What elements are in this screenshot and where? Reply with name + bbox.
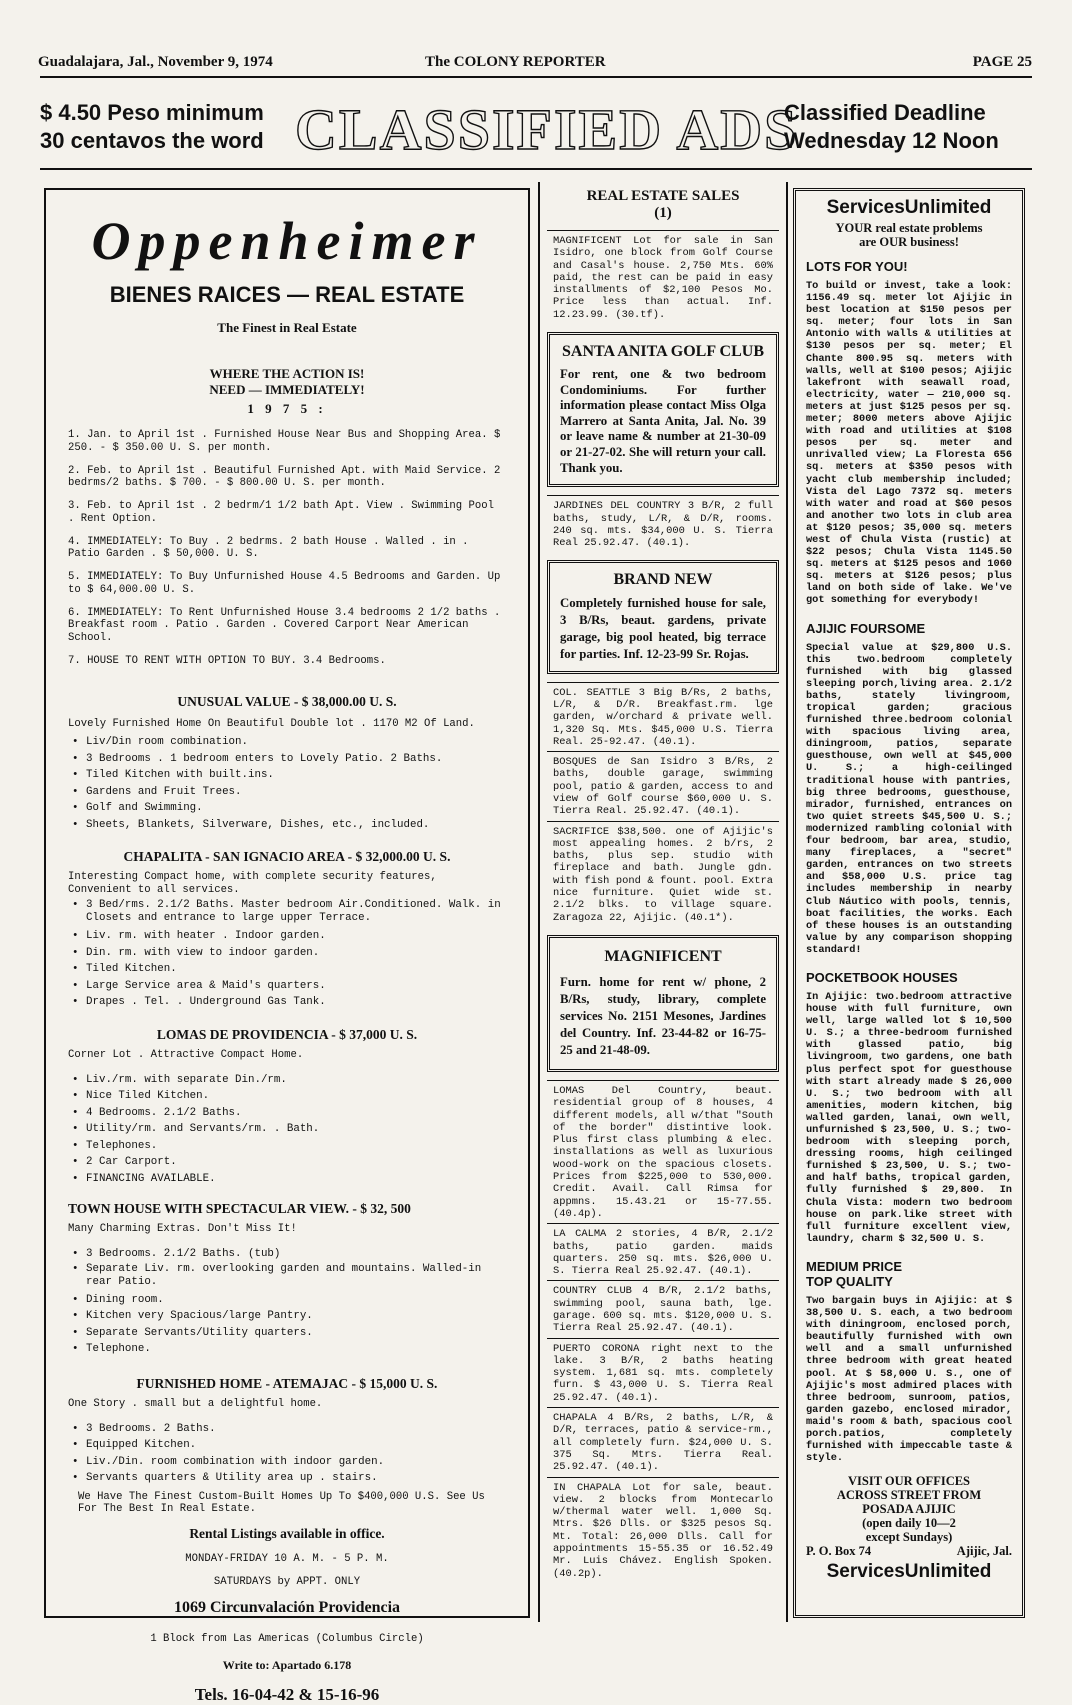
ad-santa-anita [547,332,779,487]
column-rule-left [538,182,540,1622]
lomas-title: LOMAS DE PROVIDENCIA - $ 37,000 U. S. [156,1026,418,1042]
ad-brand-new [547,560,779,673]
lomas-list [68,1072,506,1188]
list-item: • Din. rm. with view to indoor garden. [68,945,506,962]
list-item: • Separate Servants/Utility quarters. [68,1325,506,1342]
custom-homes-text: We Have The Finest Custom-Built Homes Up To $400,000 U.S. See Us For The Best In Real Estate. [78,1490,485,1516]
list-item: • Sheets, Blankets, Silverware, Dishes, etc., included. [68,817,506,834]
foursome-text: Special value at $29,800 U.S. this two.bedroom completely furnished with big glassed sleeping porch,living area. 2.1/2 baths, stately livingroom, tropical garden; gracious furnished three.bedroom colonial with spacious living area, diningroom, patios, separate guesthouse, own well at $45,000 U. S.; a high-ceilinged traditional house with pantries, big three bedrooms, guesthouse, mirador, furnished, entrances on two quiet streets $45,500 U. S.; modernized rambling colonial with four bedroom, bar area, studio, many fireplaces, a "secret" garden, entrances on two streets and $58,000 U.S. price tag includes membership in nearby Club Náutico with pools, tennis, boat facilities, the works. Each of these houses is an outstanding value by any comparison shopping standard! [806,641,1012,956]
ad-text: JARDINES DEL COUNTRY 3 B/R, 2 full baths, study, L/R, & D/R, rooms. 240 sq. mts. $34,000 U. S. Tierra Real 25.92.47. (40.1). [553,500,773,550]
location-date: Guadalajara, Jal., November 9, 1974 [38,54,273,70]
pocketbook-text: In Ajijic: two.bedroom attractive house with full furniture, own well, large walled lot $ 10,500 U. S.; a three-bedroom furnished with glassed patio, big livingroom, two gardens, one bath plus perfect spot for guesthouse with start already made $ 26,000 U. S.; two bedroom with all amenities, modern kitchen, big walled garden, lanai, own well, unfurnished $ 23,500, U. S.; two-bedroom with sleeping porch, dressing rooms, high ceilinged furnished $ 23,500, U. S.; two-and half baths, tropical garden, fully furnished $ 29,800. In Chula Vista: modern two bedroom house on park.like street with full furniture excellent view, laundry, charm $ 32,500 U. S. [806,990,1012,1245]
deadline-label: Classified Deadline [784,100,986,125]
medium-price-title: MEDIUM PRICE [806,1258,903,1274]
magnificent-title: MAGNIFICENT [604,947,722,965]
office-address: 1069 Circunvalación Providencia [173,1599,401,1617]
ad-sacrifice [547,821,779,927]
list-item: • Dining room. [68,1292,506,1309]
lots-text: To build or invest, take a look: 1156.49 sq. meter lot Ajijic in best location at $150 pesos per sq. meter; four lots in San Antonio with walls & utilities at $130 pesos per sq. meter; El Chante 800.95 sq. meters with walls, well at $100 pesos; Ajijic lakefront with seawall road, electricity, water — 210,000 sq. meters at just $125 pesos per sq. meter; 8000 meters above Ajijic with road and utilities at $108 pesos per sq. meter and unrivalled view; La Floresta 656 sq. meters at $350 pesos with yacht club membership included; Vista del Lago 7372 sq. meters with water and road at $60 pesos and another two lots in club area at $120 pesos; 35,000 sq. meters west of Chula Vista (rustic) at $22 pesos; Chula Vista 1145.50 sq. meters at $125 pesos and 1060 sq. meters at $126 pesos; plus land on both side of lake. We've got something for everybody! [806,280,1012,607]
visit-line-4: (open daily 10—2 [862,1516,956,1531]
unusual-value-intro: Lovely Furnished Home On Beautiful Double lot . 1170 M2 Of Land. [68,717,475,730]
list-item: 2. Feb. to April 1st . Beautiful Furnished Apt. with Maid Service. 2 bedrms/2 baths. $ 700. - $ 800.00 U. S. per month. [68,464,501,490]
ad-text: LA CALMA 2 stories, 4 B/R, 2.1/2 baths, patio garden. maids quarters. 250 sq. mts. $26,000 U. S. Tierra Real 25.92.47. (40.1). [553,1228,773,1278]
price-info [40,99,264,155]
unusual-value-list [68,734,506,833]
list-item: • Kitchen very Spacious/large Pantry. [68,1308,506,1325]
list-item: • FINANCING AVAILABLE. [68,1171,506,1188]
deadline-time: Wednesday 12 Noon [784,128,999,153]
furnished-intro: One Story . small but a delightful home. [68,1397,323,1410]
page-number: PAGE 25 [972,54,1032,70]
chapalita-title: CHAPALITA - SAN IGNACIO AREA - $ 32,000.00 U. S. [123,849,451,865]
list-item: • Equipped Kitchen. [68,1437,506,1454]
chapalita-list [68,899,506,1011]
ad-lomas-del-country [547,1080,779,1223]
list-item: 6. IMMEDIATELY: To Rent Unfurnished House 3.4 bedrooms 2 1/2 baths . Breakfast room . Patio . Garden . Covered Carport Near American School. [68,606,501,644]
price-minimum: $ 4.50 Peso minimum [40,100,264,125]
ad-text: COL. SEATTLE 3 Big B/Rs, 2 baths, L/R, & D/R. Breakfast.rm. lge garden, w/orchard & private well. 1,320 Sq. Mts. $45,000 U.S. Tierra Real. 25-92.47. (40.1). [553,686,773,748]
ad-text: SACRIFICE $38,500. one of Ajijic's most appealing homes. 2 b/rs, 2 baths, plus sep. studio with fireplace and bath. Jungle gdn. with fish pond & fount. pool. Extra nice furniture. Quiet wide st. 2.1/2 blks. to village square. Zaragoza 22, Ajijic. (40.1*). [553,825,773,924]
townhouse-list [68,1246,506,1358]
magnificent-text: Furn. home for rent w/ phone, 2 B/Rs, study, library, complete services No. 2151 Mesones, Jardines del Country. Inf. 23-44-82 or 16-75-25 and 21-48-09. [560,974,766,1057]
list-item: • 3 Bedrooms. 2.1/2 Baths. (tub) [68,1246,506,1263]
mailing-address: Write to: Apartado 6.178 [222,1657,352,1672]
list-item: • Nice Tiled Kitchen. [68,1088,506,1105]
page-title: CLASSIFIED ADS [295,97,799,162]
needs-list [68,429,506,668]
town: Ajijic, Jal. [956,1544,1012,1559]
price-per-word: 30 centavos the word [40,128,264,153]
foursome-title: AJIJIC FOURSOME [806,620,926,636]
ad-text: BOSQUES de San Isidro 3 B/Rs, 2 baths, double garage, swimming pool, patio & garden, access to and view of Golf course $60,000 U. S. Tierra Real. 25.92.47. (40.1). [553,756,773,818]
ad-text: CHAPALA 4 B/Rs, 2 baths, L/R, & D/R, terraces, patio & service-rm., all completely furn. $24,000 U. S. 375 Sq. Mtrs. Tierra Real. 25.92.47. (40.1). [553,1412,773,1474]
list-item: • Separate Liv. rm. overlooking garden and mountains. Walled-in rear Patio. [68,1263,506,1289]
list-item: • 2 Car Carport. [68,1154,506,1171]
list-item: 4. IMMEDIATELY: To Buy . 2 bedrms. 2 bath House . Walled . in . Patio Garden . $ 50,000. U. S. [68,535,469,561]
ad-text: PUERTO CORONA right next to the lake. 3 B/R, 2 baths heating system. 1,681 sq. mts. completely furn. $ 43,000 U. S. Tierra Real 25.92.47. (40.1). [553,1342,773,1404]
column-heading: REAL ESTATE SALES [586,188,740,204]
list-item: • Tiled Kitchen. [68,961,506,978]
services-unlimited-ad [793,188,1025,1618]
list-item: • Liv./Din. room combination with indoor garden. [68,1454,506,1471]
list-item: • Liv/Din room combination. [68,734,506,751]
visit-line-1: VISIT OUR OFFICES [847,1474,971,1489]
ad-chapala [547,1407,779,1476]
furnished-list [68,1421,506,1487]
list-item: 1. Jan. to April 1st . Furnished House Near Bus and Shopping Area. $ 250. - $ 350.00 U. S. per month. [68,429,501,454]
list-item: • 4 Bedrooms. 2.1/2 Baths. [68,1105,506,1122]
telephone-numbers: Tels. 16-04-42 & 15-16-96 [194,1684,380,1704]
slogan-line-1: YOUR real estate problems [835,221,983,235]
oppenheimer-logo: Oppenheimer [91,211,483,271]
oppenheimer-subtitle: BIENES RAICES — REAL ESTATE [109,282,465,307]
list-item: • Servants quarters & Utility area up . stairs. [68,1470,506,1487]
contact-line [806,1544,1012,1559]
list-item: 7. HOUSE TO RENT WITH OPTION TO BUY. 3.4 Bedrooms. [68,655,386,668]
list-item: • Telephone. [68,1341,506,1358]
column-rule-right [786,182,788,1622]
pocketbook-title: POCKETBOOK HOUSES [806,969,958,985]
unusual-value-title: UNUSUAL VALUE - $ 38,000.00 U. S. [177,693,397,709]
list-item: • 3 Bed/rms. 2.1/2 Baths. Master bedroom Air.Conditioned. Walk. in Closets and entrance to large upper Terrace. [68,899,506,925]
ad-in-chapala [547,1477,779,1583]
ad-puerto-corona [547,1338,779,1407]
header-rule [40,76,1032,78]
oppenheimer-ad [44,188,530,1704]
office-hours-saturday: SATURDAYS by APPT. ONLY [213,1576,361,1589]
column-heading-number: (1) [654,205,672,221]
real-estate-sales-column [547,188,779,1583]
office-directions: 1 Block from Las Americas (Columbus Circle) [150,1633,424,1646]
ad-la-calma [547,1223,779,1280]
ad-magnificent [547,935,779,1072]
list-item: • Gardens and Fruit Trees. [68,784,506,801]
medium-price-text: Two bargain buys in Ajijic: at $ 38,500 U. S. each, a two bedroom with diningroom, enclosed porch, beautifully furnished with own well and a small unfurnished three bedroom with great heated pool. At $ 58,000 U. S., one of Ajijic's most admired places with three bedroom, sunroom, patios, garden gazebo, enclosed mirador, maid's room & bath, spacious cool porch.patios, completely furnished with impeccable taste & style. [806,1294,1012,1465]
ad-text: IN CHAPALA Lot for sale, beaut. view. 2 blocks from Montecarlo w/thermal water well. 1,000 Sq. Mtrs. $26 Dlls. or $325 pesos Sq. Mt. Total: 26,000 Dlls. Call for appointments 15-55.35 or 16.52.49 Mr. Luis Chávez. English Spoken. (40.2p). [553,1481,773,1580]
list-item: • Utility/rm. and Servants/rm. . Bath. [68,1121,506,1138]
lots-title: LOTS FOR YOU! [806,259,908,274]
brand-new-title: BRAND NEW [613,571,713,589]
rental-listings: Rental Listings available in office. [189,1526,385,1542]
ad-magnificent-lot [547,230,779,324]
oppenheimer-tagline: The Finest in Real Estate [217,320,357,335]
services-unlimited-footer: ServicesUnlimited [826,1561,992,1583]
need-heading: NEED — IMMEDIATELY! [209,382,365,397]
list-item: • Golf and Swimming. [68,800,506,817]
top-quality-title: TOP QUALITY [806,1273,893,1289]
ad-country-club [547,1280,779,1337]
list-item: • 3 Bedrooms. 2 Baths. [68,1421,506,1438]
list-item: 5. IMMEDIATELY: To Buy Unfurnished House 4.5 Bedrooms and Garden. Up to $ 64,000.00 U. S. [68,571,501,596]
furnished-title: FURNISHED HOME - ATEMAJAC - $ 15,000 U. S. [136,1375,438,1391]
list-item: 3. Feb. to April 1st . 2 bedrm/1 1/2 bath Apt. View . Swimming Pool . Rent Option. [68,500,494,525]
ad-text: COUNTRY CLUB 4 B/R, 2.1/2 baths, swimming pool, sauna bath, lge. garage. 600 sq. mts. $120,000 U. S. Tierra Real 25.92.47. (40.1). [553,1285,773,1335]
services-unlimited-logo: ServicesUnlimited [826,197,992,218]
brand-new-text: Completely furnished house for sale, 3 B/Rs, beaut. gardens, private garage, big pool heated, big terrace for parties. Inf. 12-23-99 Sr. Rojas. [560,596,766,661]
list-item: • Tiled Kitchen with built.ins. [68,767,506,784]
santa-anita-title: SANTA ANITA GOLF CLUB [562,343,764,361]
visit-line-3: POSADA AJIJIC [862,1502,956,1517]
ad-jardines [547,495,779,552]
list-item: • Liv./rm. with separate Din./rm. [68,1072,506,1089]
list-item: • 3 Bedrooms . 1 bedroom enters to Lovely Patio. 2 Baths. [68,751,506,768]
visit-line-2: ACROSS STREET FROM [836,1488,982,1503]
header-rule-bottom [40,168,1032,170]
paper-name: The COLONY REPORTER [425,54,606,70]
ad-text: LOMAS Del Country, beaut. residential group of 8 houses, 4 different models, all w/that "South of the border" distintive look. Plus first class plumbing & elec. installations as well as luxurious wood-work on the spacious closets. Prices from $225,000 to 530,000. Credit. Avail. Call Rimsa for appmns. 15.43.21 or 15-77.55. (40.4p). [553,1084,773,1220]
year-heading: 1 9 7 5 : [247,401,327,416]
po-box: P. O. Box 74 [806,1544,872,1559]
ad-bosques [547,751,779,820]
visit-line-5: except Sundays) [865,1530,953,1545]
townhouse-intro: Many Charming Extras. Don't Miss It! [68,1223,297,1236]
office-hours-weekday: MONDAY-FRIDAY 10 A. M. - 5 P. M. [185,1553,389,1566]
where-heading: WHERE THE ACTION IS! [209,366,365,381]
chapalita-intro: Interesting Compact home, with complete security features, Convenient to all services. [68,871,437,896]
slogan-line-2: are OUR business! [859,235,959,249]
deadline-info [784,99,999,155]
list-item: • Liv. rm. with heater . Indoor garden. [68,928,506,945]
list-item: • Drapes . Tel. . Underground Gas Tank. [68,994,506,1011]
ad-text: MAGNIFICENT Lot for sale in San Isidro, one block from Golf Course and Casal's house. 2,750 Mts. 60% paid, the rest can be paid in easy installments of $2,100 Pesos Mo. Price less than actual. Inf. 12.23.99. (30.tf). [553,235,773,321]
townhouse-title: TOWN HOUSE WITH SPECTACULAR VIEW. - $ 32, 500 [68,1201,411,1217]
list-item: • Telephones. [68,1138,506,1155]
santa-anita-text: For rent, one & two bedroom Condominiums. For further information please contact Miss Olga Marrero at Santa Anita, Jal. No. 39 or leave name & number at 21-30-09 or 21-27-02. She will return your call. Thank you. [560,367,766,475]
ad-col-seattle [547,682,779,751]
lomas-intro: Corner Lot . Attractive Compact Home. [68,1048,304,1061]
list-item: • Large Service area & Maid's quarters. [68,978,506,995]
